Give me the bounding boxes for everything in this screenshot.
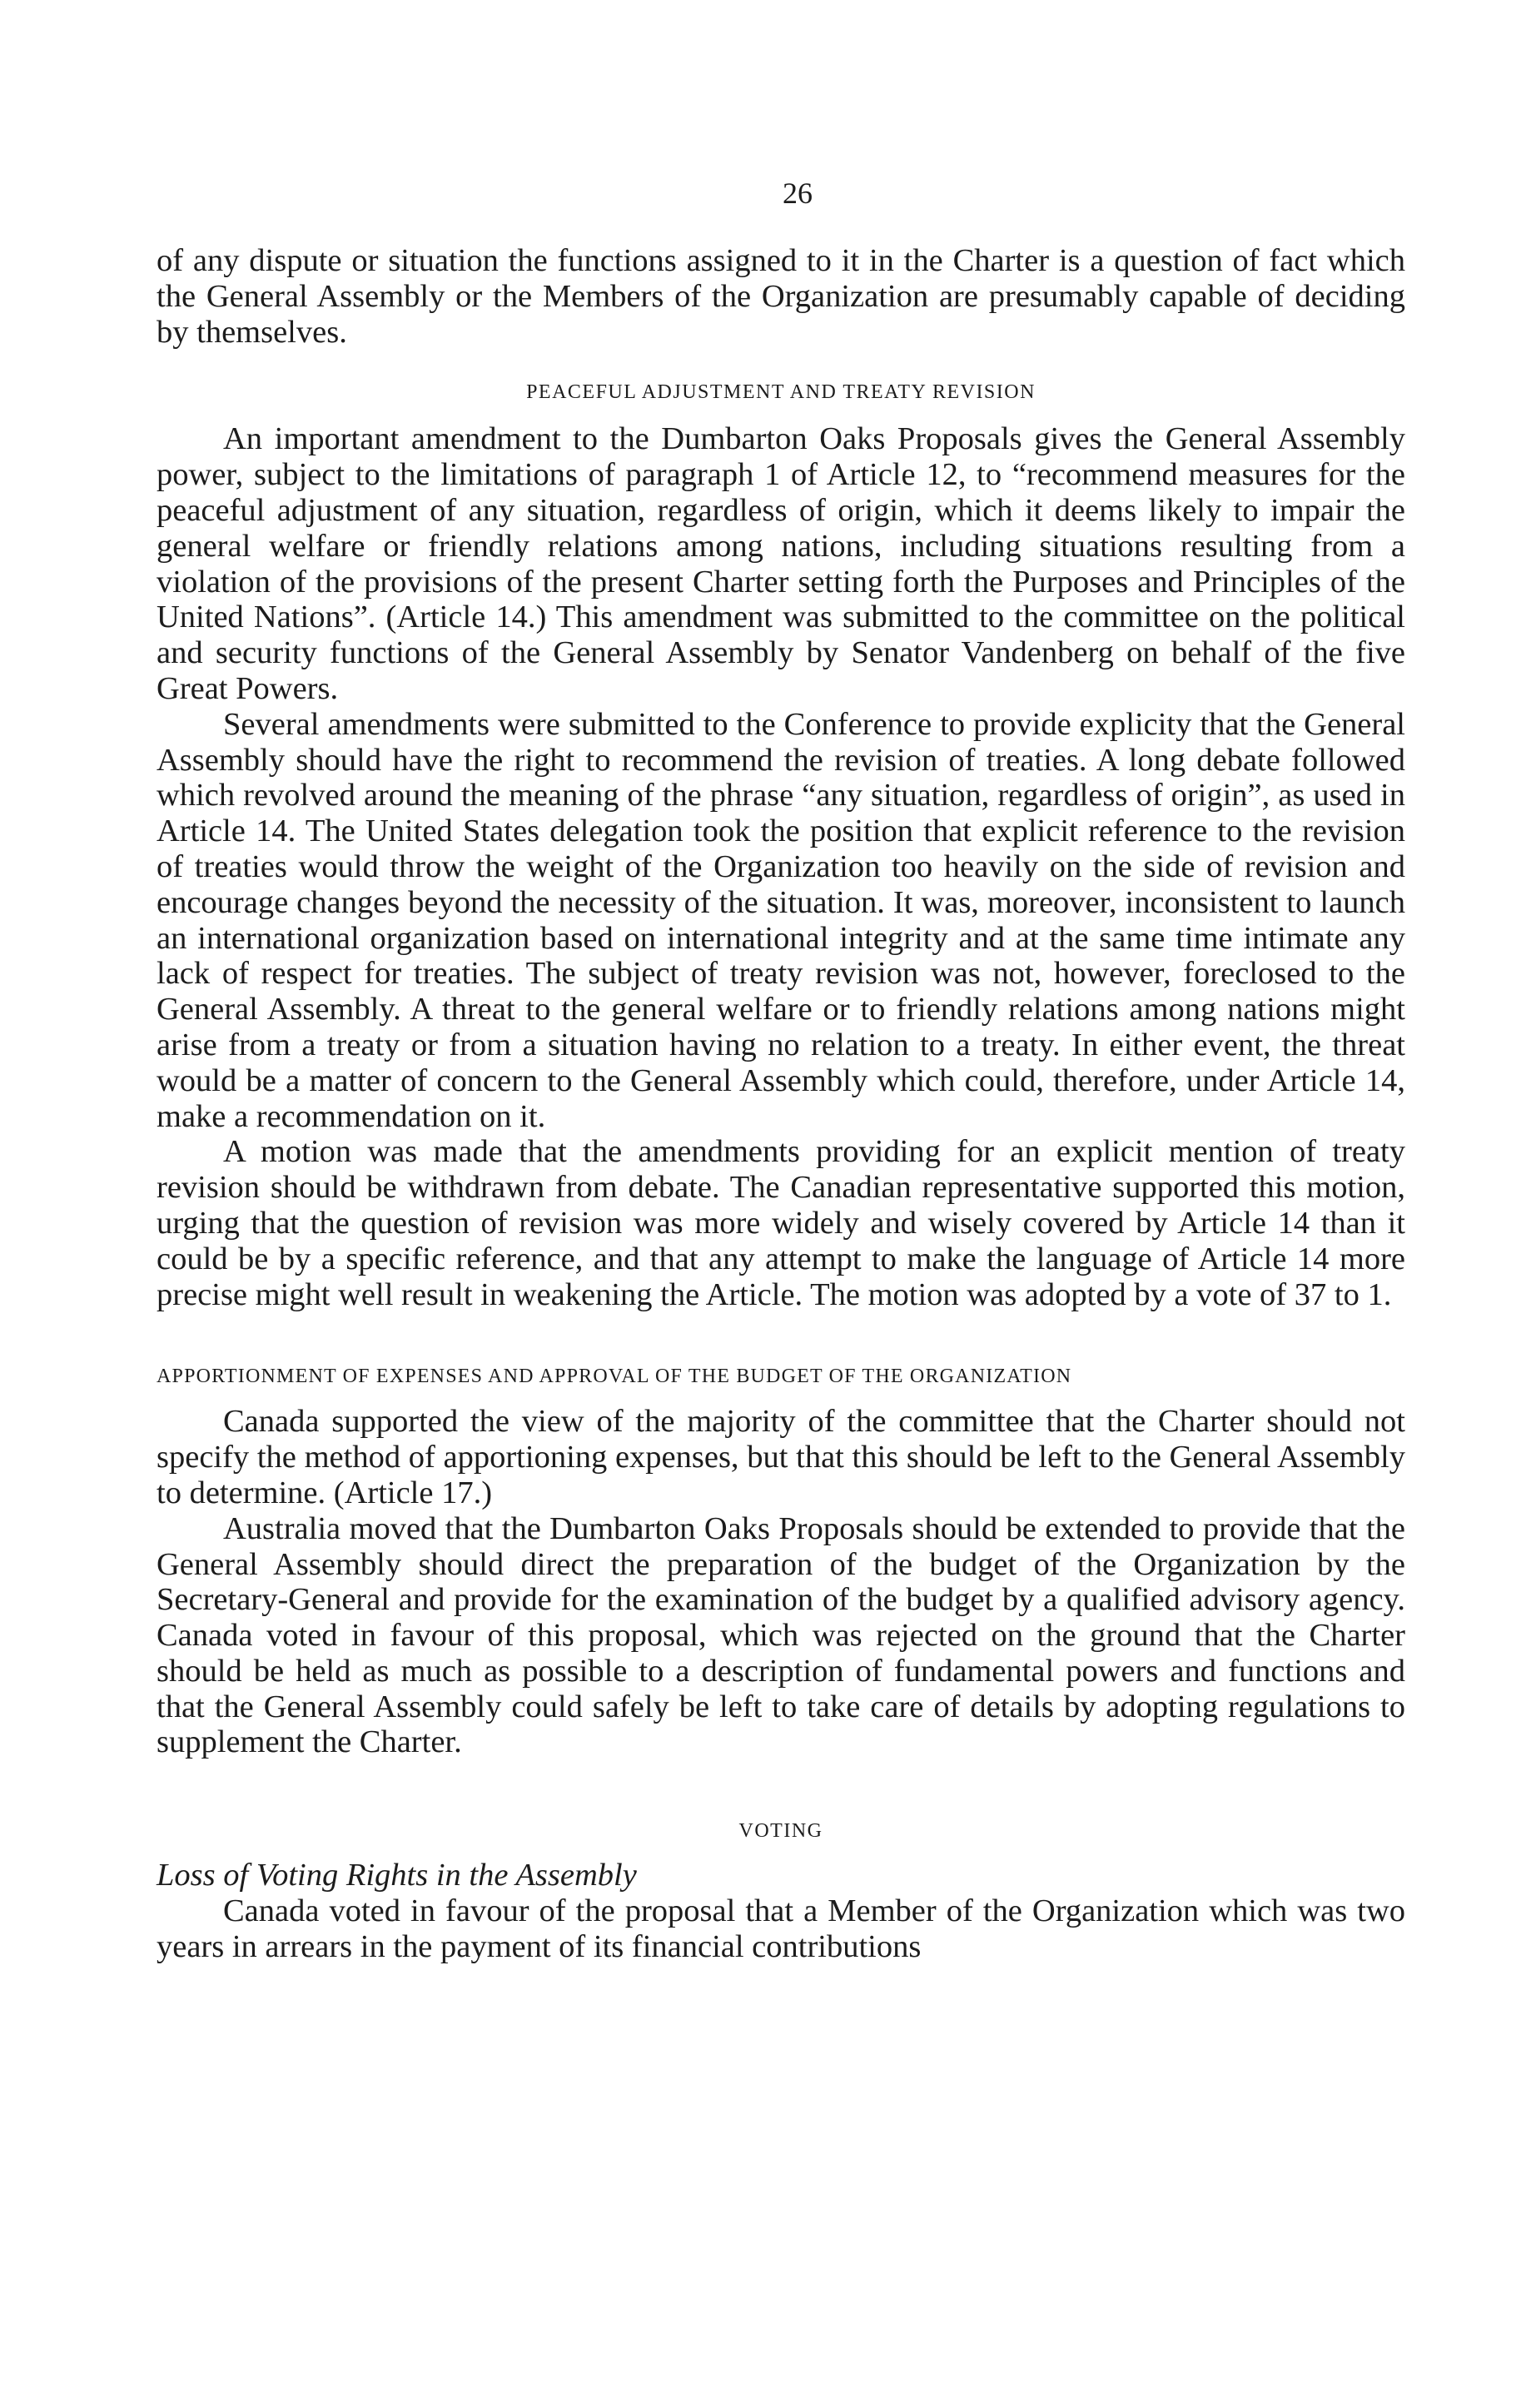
subheading-loss-of-voting-rights: Loss of Voting Rights in the Assembly bbox=[157, 1858, 637, 1893]
paragraph: Australia moved that the Dumbarton Oaks Proposals should be extended to provide that the General Assembly should direct the preparation of the budget of the Organization by the Secretary-General and provide for the examination of the budget by a qualified advisory agency. Canada voted in favour of this proposal, which was rejected on the ground that the Charter should be held as much as possible to a description of fundamental powers and functions and that the General Assembly could safely be left to take care of details by adopting regulations to supplement the Charter. bbox=[157, 1510, 1405, 1760]
section-heading-peaceful-adjustment: PEACEFUL ADJUSTMENT AND TREATY REVISION bbox=[526, 381, 1036, 404]
section-heading-apportionment: APPORTIONMENT OF EXPENSES AND APPROVAL OF THE BUDGET OF THE ORGANIZATION bbox=[157, 1366, 1072, 1388]
paragraph: A motion was made that the amendments providing for an explicit mention of treaty revision should be withdrawn from debate. The Canadian representative supported this motion, urging that the question of revision was more widely and wisely covered by Article 14 than it could be by a specific reference, and that any attempt to make the language of Article 14 more precise might well result in weakening the Article. The motion was adopted by a vote of 37 to 1. bbox=[157, 1134, 1405, 1312]
page-number: 26 bbox=[783, 177, 813, 210]
intro-paragraph: of any dispute or situation the functions assigned to it in the Charter is a question of fact which the General Assembly or the Members of the Organization are presumably capable of deciding by themselves. bbox=[157, 243, 1405, 350]
paragraph: Canada voted in favour of the proposal that a Member of the Organization which was two years in arrears in the payment of its financial contributions bbox=[157, 1893, 1405, 1965]
paragraph: An important amendment to the Dumbarton Oaks Proposals gives the General Assembly power, subject to the limitations of paragraph 1 of Article 12, to “recommend measures for the peaceful adjustment of any situation, regardless of origin, which it deems likely to impair the general welfare or friendly relations among nations, including situations resulting from a violation of the provisions of the present Charter setting forth the Purposes and Principles of the United Nations”. (Article 14.) This amendment was submitted to the committee on the political and security functions of the General Assembly by Senator Vandenberg on behalf of the five Great Powers. bbox=[157, 421, 1405, 706]
document-page bbox=[157, 175, 1405, 1965]
paragraph: Several amendments were submitted to the Conference to provide explicity that the General Assembly should have the right to recommend the revision of treaties. A long debate followed which revolved around the meaning of the phrase “any situation, regardless of origin”, as used in Article 14. The United States delegation took the position that explicit reference to the revision of treaties would throw the weight of the Organization too heavily on the side of revision and encourage changes beyond the necessity of the situation. It was, moreover, inconsistent to launch an international organization based on international integrity and at the same time intimate any lack of respect for treaties. The subject of treaty revision was not, however, foreclosed to the General Assembly. A threat to the general welfare or to friendly relations among nations might arise from a treaty or from a situation having no relation to a treaty. In either event, the threat would be a matter of concern to the General Assembly which could, therefore, under Article 14, make a recommendation on it. bbox=[157, 706, 1405, 1134]
paragraph: Canada supported the view of the majority of the committee that the Charter should not specify the method of apportioning expenses, but that this should be left to the General Assembly to determine. (Article 17.) bbox=[157, 1404, 1405, 1510]
section-heading-voting: VOTING bbox=[738, 1820, 823, 1843]
